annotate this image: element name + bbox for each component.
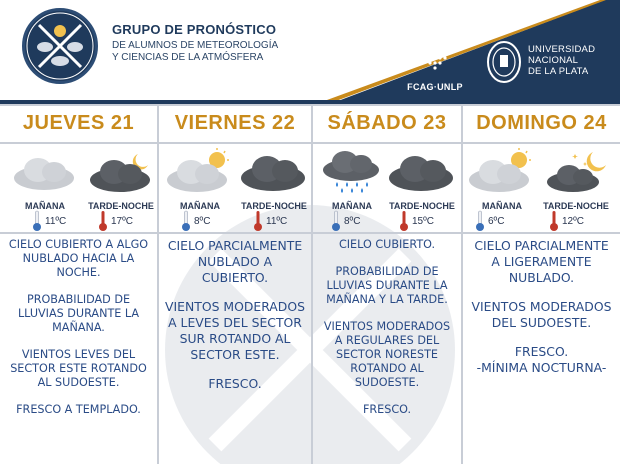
evening-label: TARDE-NOCHE: [389, 201, 455, 211]
day-title: JUEVES 21: [22, 112, 135, 134]
evening-label: TARDE-NOCHE: [543, 201, 609, 211]
description-line: VIENTOS MODERADOS A REGULARES DEL SECTOR NORESTE ROTANDO AL SUDOESTE.: [323, 320, 451, 389]
group-subtitle-2: Y CIENCIAS DE LA ATMÓSFERA: [112, 52, 264, 63]
description-line: CIELO PARCIALMENTE A LIGERAMENTE NUBLADO.: [474, 238, 609, 285]
description-line: VIENTOS LEVES DEL SECTOR ESTE ROTANDO AL SUDOESTE.: [10, 348, 147, 389]
unlp-seal-icon: [486, 40, 522, 84]
evening-temp-value: 15ºC: [412, 216, 434, 227]
thermometer-cold-icon: [331, 210, 341, 232]
group-subtitle-1: DE ALUMNOS DE METEOROLOGÍA: [112, 40, 279, 51]
morning-label: MAÑANA: [180, 201, 220, 211]
evening-slot: [385, 148, 459, 211]
day-title: VIERNES 22: [174, 112, 296, 134]
description-line: FRESCO.: [208, 376, 262, 391]
morning-label: MAÑANA: [25, 201, 65, 211]
cloud-moon-icon: [84, 148, 158, 194]
evening-slot: [539, 148, 613, 211]
morning-slot: [465, 148, 539, 211]
cloud-sun-icon: [465, 148, 539, 194]
description-line: CIELO PARCIALMENTE NUBLADO A CUBIERTO.: [167, 238, 303, 285]
rain-cloud-icon: [315, 148, 389, 194]
header: [0, 0, 620, 104]
fcag-logo: [400, 40, 470, 92]
morning-temp-value: 6ºC: [488, 216, 505, 227]
unlp-line-3: DE LA PLATA: [528, 66, 589, 77]
unlp-name: [528, 44, 608, 77]
thermometer-cold-icon: [181, 210, 191, 232]
description-line: FRESCO.: [514, 344, 569, 359]
unlp-line-2: NACIONAL: [528, 55, 579, 66]
description-line: PROBABILIDAD DE LLUVIAS DURANTE LA MAÑANA Y LA TARDE.: [326, 265, 448, 306]
day-description: [319, 238, 455, 430]
evening-label: TARDE-NOCHE: [241, 201, 307, 211]
cloud-moon-stars-icon: [539, 148, 613, 194]
unlp-line-1: UNIVERSIDAD: [528, 44, 596, 55]
day-description: [6, 238, 151, 430]
description-line: CIELO CUBIERTO.: [338, 238, 436, 251]
cloud-icon: [237, 148, 311, 194]
evening-temp-value: 17ºC: [111, 216, 133, 227]
description-line: FRESCO A TEMPLADO.: [16, 403, 141, 416]
fcag-dots-icon: [418, 40, 452, 74]
evening-temp-value: 11ºC: [266, 216, 288, 227]
thermometer-warm-icon: [253, 210, 263, 232]
cloud-icon: [8, 148, 82, 194]
morning-temp-value: 11ºC: [45, 216, 67, 227]
description-line: VIENTOS MODERADOS A LEVES DEL SECTOR SUR ROTANDO AL SECTOR ESTE.: [165, 299, 305, 362]
day-title: DOMINGO 24: [476, 112, 607, 134]
description-line: CIELO CUBIERTO A ALGO NUBLADO HACIA LA NOCHE.: [8, 238, 149, 279]
day-description: [165, 238, 305, 405]
cloud-sun-icon: [163, 148, 237, 194]
day-column-saturday: [313, 104, 461, 464]
day-column-friday: [159, 104, 311, 464]
thermometer-warm-icon: [98, 210, 108, 232]
day-column-sunday: [463, 104, 620, 464]
morning-temp-value: 8ºC: [194, 216, 211, 227]
thermometer-warm-icon: [549, 210, 559, 232]
description-line: PROBABILIDAD DE LLUVIAS DURANTE LA MAÑANA.: [17, 293, 140, 334]
description-line: VIENTOS MODERADOS DEL SUDOESTE.: [471, 299, 612, 330]
description-line: -MÍNIMA NOCTURNA-: [476, 360, 607, 375]
description-line: FRESCO.: [362, 403, 412, 416]
morning-temp-value: 8ºC: [344, 216, 361, 227]
morning-slot: [315, 148, 389, 211]
thermometer-cold-icon: [475, 210, 485, 232]
morning-label: MAÑANA: [332, 201, 372, 211]
group-title: GRUPO DE PRONÓSTICO: [112, 22, 277, 37]
evening-slot: [84, 148, 158, 211]
morning-slot: [163, 148, 237, 211]
day-title: SÁBADO 23: [327, 112, 447, 134]
grupo-pronostico-logo: [22, 8, 98, 84]
fcag-label: FCAG·UNLP: [407, 82, 463, 92]
morning-slot: [8, 148, 82, 211]
cloud-icon: [385, 148, 459, 194]
group-name: [112, 22, 352, 64]
forecast-grid: [0, 104, 620, 464]
day-column-thursday: [0, 104, 157, 464]
evening-slot: [237, 148, 311, 211]
thermometer-cold-icon: [32, 210, 42, 232]
evening-label: TARDE-NOCHE: [88, 201, 154, 211]
evening-temp-value: 12ºC: [562, 216, 584, 227]
morning-label: MAÑANA: [482, 201, 522, 211]
thermometer-warm-icon: [399, 210, 409, 232]
day-description: [469, 238, 614, 389]
